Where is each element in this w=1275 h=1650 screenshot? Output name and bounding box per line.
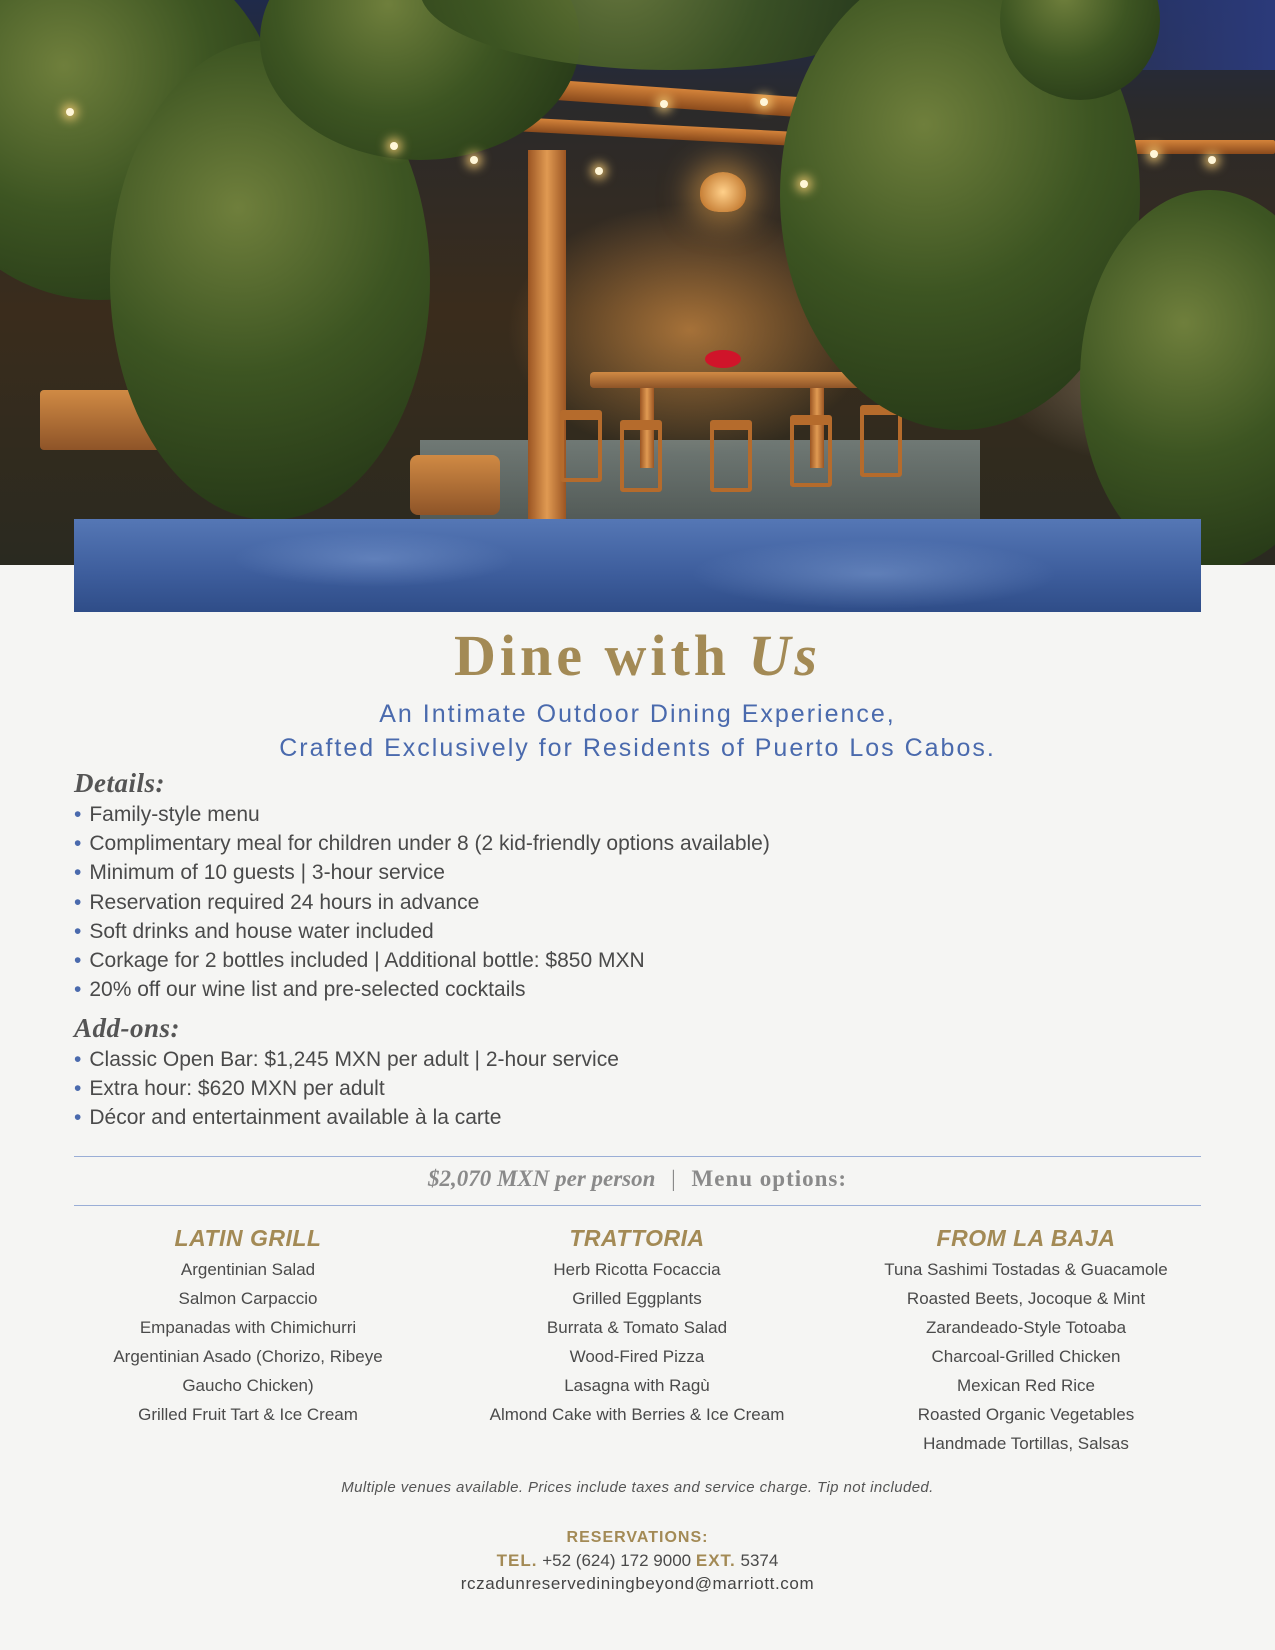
string-light [1208, 156, 1216, 164]
menu-column-latin-grill [68, 1221, 428, 1429]
menu-item: Grilled Eggplants [572, 1289, 702, 1308]
menu-column-from-la-baja [846, 1221, 1206, 1458]
footnote: Multiple venues available. Prices include taxes and service charge. Tip not included. [341, 1479, 934, 1496]
side-table [410, 455, 500, 515]
string-light [390, 142, 398, 150]
price-separator: | [671, 1166, 676, 1191]
menu-title: LATIN GRILL [174, 1225, 322, 1251]
menu-title: TRATTORIA [569, 1225, 705, 1251]
reservations-label: RESERVATIONS: [566, 1529, 709, 1546]
string-light [1150, 150, 1158, 158]
chair [790, 415, 832, 487]
divider-bottom [74, 1205, 1201, 1206]
string-light [800, 180, 808, 188]
tel-label: TEL. [496, 1551, 538, 1570]
title-emphasis: Us [748, 623, 822, 688]
chair [710, 420, 752, 492]
hanging-lantern [700, 172, 746, 212]
chair [860, 405, 902, 477]
flower-centerpiece [705, 350, 741, 368]
addons-list [74, 1045, 619, 1133]
extension-number: 5374 [740, 1551, 779, 1570]
string-light [470, 156, 478, 164]
list-item: • Extra hour: $620 MXN per adult [74, 1077, 385, 1101]
menu-item: Roasted Beets, Jocoque & Mint [906, 1289, 1146, 1308]
page-title [0, 622, 1275, 689]
string-light [660, 100, 668, 108]
menu-item: Lasagna with Ragù [564, 1376, 710, 1395]
title-text: Dine with [453, 623, 731, 688]
menu-item: Grilled Fruit Tart & Ice Cream [138, 1405, 358, 1424]
phone-line [0, 1551, 1275, 1571]
list-item: • Soft drinks and house water included [74, 919, 434, 943]
subtitle-line-2: Crafted Exclusively for Residents of Puerto Los Cabos. [279, 734, 996, 762]
details-list [74, 800, 770, 1004]
chair [620, 420, 662, 492]
dining-table [590, 372, 870, 388]
menu-item: Herb Ricotta Focaccia [553, 1260, 721, 1279]
menu-item: Charcoal-Grilled Chicken [931, 1347, 1121, 1366]
list-item: • 20% off our wine list and pre-selected cocktails [74, 978, 526, 1002]
menu-item: Tuna Sashimi Tostadas & Guacamole [884, 1260, 1168, 1279]
chair [560, 410, 602, 482]
list-item: • Classic Open Bar: $1,245 MXN per adult | 2-hour service [74, 1048, 619, 1071]
menu-item: Argentinian Asado (Chorizo, Ribeye [113, 1347, 383, 1366]
menu-title: FROM LA BAJA [936, 1225, 1116, 1251]
menu-item: Handmade Tortillas, Salsas [923, 1434, 1129, 1453]
list-item: • Family-style menu [74, 803, 260, 826]
subtitle-line-1: An Intimate Outdoor Dining Experience, [379, 700, 896, 728]
menu-item: Roasted Organic Vegetables [917, 1405, 1135, 1424]
hero-photo [0, 0, 1275, 565]
menu-item: Mexican Red Rice [957, 1376, 1095, 1395]
divider-top [74, 1156, 1201, 1157]
menu-column-trattoria [457, 1221, 817, 1429]
menu-item: Wood-Fired Pizza [569, 1347, 705, 1366]
menu-options-label: Menu options: [691, 1166, 848, 1191]
list-item: • Reservation required 24 hours in advance [74, 890, 480, 914]
price-per-person: $2,070 MXN per person [427, 1166, 656, 1191]
list-item: • Décor and entertainment available à la carte [74, 1106, 502, 1130]
details-heading: Details: [74, 768, 165, 798]
list-item: • Corkage for 2 bottles included | Additional bottle: $850 MXN [74, 948, 645, 972]
string-light [760, 98, 768, 106]
menu-item: Burrata & Tomato Salad [546, 1318, 728, 1337]
reservation-email-link[interactable]: rczadunreservediningbeyond@marriott.com [460, 1574, 815, 1593]
menu-item: Gaucho Chicken) [182, 1376, 314, 1395]
ext-label: EXT. [695, 1551, 736, 1570]
list-item: • Minimum of 10 guests | 3-hour service [74, 861, 445, 885]
string-light [595, 167, 603, 175]
price-strip [0, 1166, 1275, 1192]
string-light [66, 108, 74, 116]
menu-item: Empanadas with Chimichurri [139, 1318, 357, 1337]
phone-number[interactable]: +52 (624) 172 9000 [542, 1551, 692, 1570]
menu-item: Salmon Carpaccio [178, 1289, 318, 1308]
addons-heading: Add-ons: [74, 1013, 181, 1043]
menu-item: Almond Cake with Berries & Ice Cream [489, 1405, 785, 1424]
blue-texture-banner [74, 519, 1201, 612]
list-item: • Complimentary meal for children under 8 (2 kid-friendly options available) [74, 832, 770, 856]
menu-item: Zarandeado-Style Totoaba [925, 1318, 1127, 1337]
menu-item: Argentinian Salad [180, 1260, 316, 1279]
